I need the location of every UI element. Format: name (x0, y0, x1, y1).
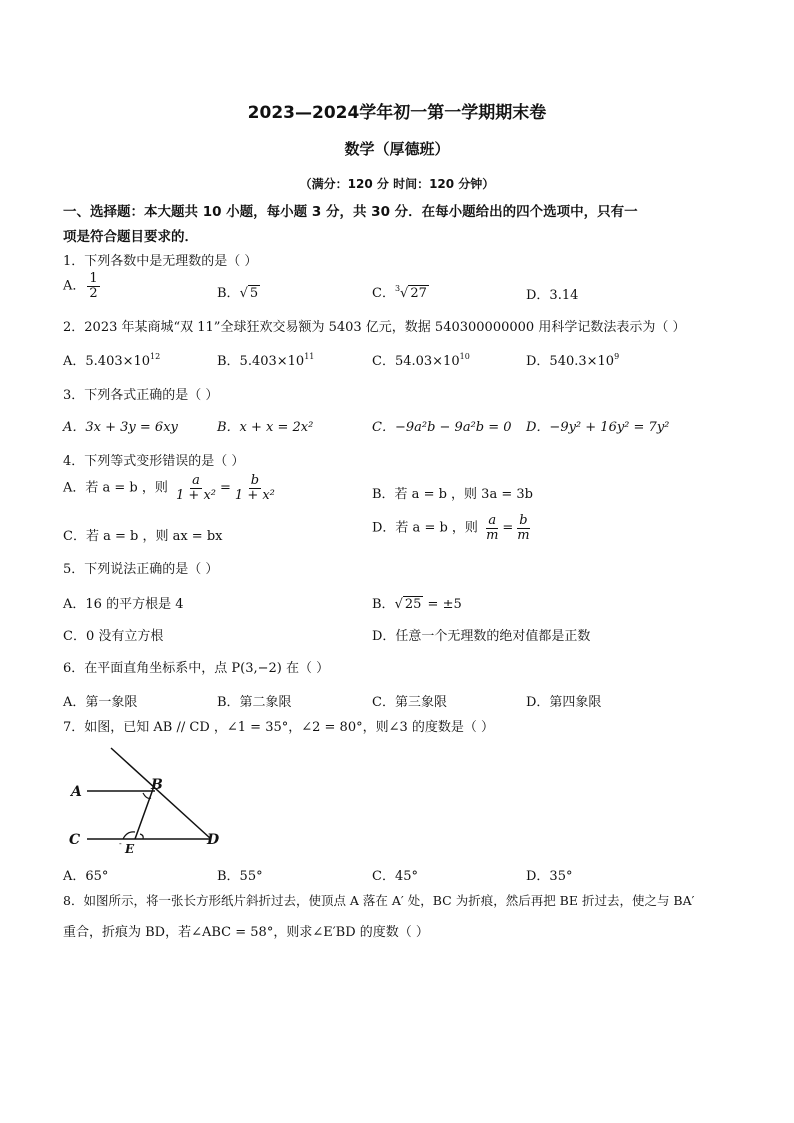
q5-option-d: D．任意一个无理数的绝对值都是正数 (372, 629, 591, 644)
q4-a-prefix: A．若 a = b ，则 (63, 480, 168, 496)
q1-c-label: C． (372, 286, 395, 301)
q5-b-radicand: 25 (404, 597, 422, 612)
q1-c-index: 3 (394, 284, 401, 293)
q7-option-b: B．55° (217, 869, 263, 884)
line-bd (111, 748, 211, 839)
q4-a-num2: b (250, 473, 260, 488)
q5-b-rest: = ±5 (423, 597, 462, 612)
q7-option-d: D．35° (526, 869, 573, 884)
q4-option-b: B．若 a = b ，则 3a = 3b (372, 487, 533, 502)
q5-stem: 5．下列说法正确的是（ ） (63, 562, 219, 577)
q2-b-base: B．5.403×10 (217, 354, 305, 369)
q2-b-exp: 11 (304, 352, 315, 361)
q3-option-c: C．−9a²b − 9a²b = 0 (372, 420, 512, 435)
q5-b-label: B． (372, 597, 395, 612)
q3-option-a: A．3x + 3y = 6xy (63, 420, 178, 435)
q7-option-c: C．45° (372, 869, 418, 884)
q6-option-d: D．第四象限 (526, 695, 602, 710)
q5-b-sqrt: √ 25 (394, 597, 422, 612)
q4-option-c: C．若 a = b ，则 ax = bx (63, 529, 223, 544)
exam-info: （满分：120 分 时间：120 分钟） (299, 177, 495, 191)
q2-a-exp: 12 (150, 352, 161, 361)
q2-option-c (372, 350, 470, 369)
q2-option-a (63, 350, 160, 369)
q7-figure (63, 742, 233, 854)
q1-c-radicand: 27 (410, 286, 427, 301)
q5-option-a: A．16 的平方根是 4 (63, 597, 184, 612)
q6-option-b: B．第二象限 (217, 695, 292, 710)
q2-c-exp: 10 (459, 352, 470, 361)
q4-d-num2: b (519, 513, 528, 528)
q4-d-den2: m (517, 527, 530, 543)
q6-stem: 6．在平面直角坐标系中，点 P(3,−2) 在（ ） (63, 661, 330, 676)
q2-d-base: D．540.3×10 (526, 354, 615, 369)
q4-a-den1: 1 + x² (176, 487, 217, 503)
q2-option-d (526, 350, 619, 369)
q5-option-b (372, 593, 462, 612)
q1-stem: 1．下列各数中是无理数的是（ ） (63, 254, 258, 269)
q1-a-num: 1 (89, 271, 98, 286)
page-title: 2023—2024学年初一第一学期期末卷 (247, 103, 547, 123)
q1-b-radicand: 5 (249, 286, 259, 301)
q1-option-a (63, 272, 102, 300)
q1-a-den: 2 (89, 285, 98, 301)
q1-a-label: A． (63, 278, 86, 294)
point-label-a: A (71, 784, 82, 800)
q3-option-b: B．x + x = 2x² (217, 420, 314, 435)
q4-d-frac1 (484, 514, 500, 542)
q4-d-eq: = (502, 520, 514, 536)
q7-option-a: A．65° (63, 869, 109, 884)
point-label-d: D (207, 832, 220, 848)
q2-a-base: A．5.403×10 (63, 354, 151, 369)
q8-stem-line2: 重合，折痕为 BD，若∠ABC = 58°，则求∠E′BD 的度数（ ） (63, 925, 429, 940)
q1-c-root: √ 27 (400, 286, 427, 301)
q1-option-d: D．3.14 (526, 288, 579, 303)
q2-stem: 2．2023 年某商城“双 11”全球狂欢交易额为 5403 亿元，数据 540300000000 用科学记数法表示为（ ） (63, 320, 686, 335)
q8-stem-line1: 8．如图所示，将一张长方形纸片斜折过去，使顶点 A 落在 A′ 处，BC 为折痕，然后再把 BE 折过去，使之与 BA′ (63, 893, 695, 908)
point-label-c: C (69, 832, 81, 848)
section-header-line2: 项是符合题目要求的． (63, 229, 198, 245)
q3-option-d: D．−9y² + 16y² = 7y² (526, 420, 670, 435)
q4-d-prefix: D．若 a = b ，则 (372, 520, 478, 536)
page-subtitle: 数学（厚德班） (344, 140, 450, 158)
q1-b-sqrt: √ 5 (239, 286, 259, 301)
line-be (135, 789, 153, 839)
q1-b-label: B． (217, 286, 240, 301)
q4-d-frac2 (515, 514, 531, 542)
q4-a-eq: = (220, 480, 231, 496)
q4-a-den2: 1 + x² (234, 487, 275, 503)
q1-a-fraction (87, 272, 99, 300)
q4-a-frac2 (233, 474, 277, 502)
angle-mark: - (119, 839, 122, 848)
q4-d-num1: a (488, 513, 497, 528)
q1-option-c (372, 282, 429, 301)
q3-stem: 3．下列各式正确的是（ ） (63, 388, 219, 403)
q2-c-base: C．54.03×10 (372, 354, 460, 369)
q4-option-a (63, 474, 279, 502)
q4-a-frac1 (174, 474, 218, 502)
q2-d-exp: 9 (614, 352, 620, 361)
q6-option-c: C．第三象限 (372, 695, 447, 710)
point-label-e: E (125, 842, 135, 854)
q4-option-d (372, 514, 534, 542)
q4-a-num1: a (192, 473, 200, 488)
point-label-b: B (151, 777, 163, 793)
q6-option-a: A．第一象限 (63, 695, 138, 710)
q4-stem: 4．下列等式变形错误的是（ ） (63, 454, 245, 469)
q2-option-b (217, 350, 314, 369)
q1-option-b (217, 282, 260, 301)
q5-option-c: C．0 没有立方根 (63, 629, 164, 644)
q4-d-den1: m (486, 527, 499, 543)
angle-arc-e (123, 832, 135, 839)
q7-stem: 7．如图，已知 AB // CD ，∠1 = 35°，∠2 = 80°，则∠3 的度数是（ ） (63, 720, 495, 735)
section-header-line1: 一、选择题：本大题共 10 小题，每小题 3 分，共 30 分．在每小题给出的四个选项中，只有一 (63, 204, 638, 220)
